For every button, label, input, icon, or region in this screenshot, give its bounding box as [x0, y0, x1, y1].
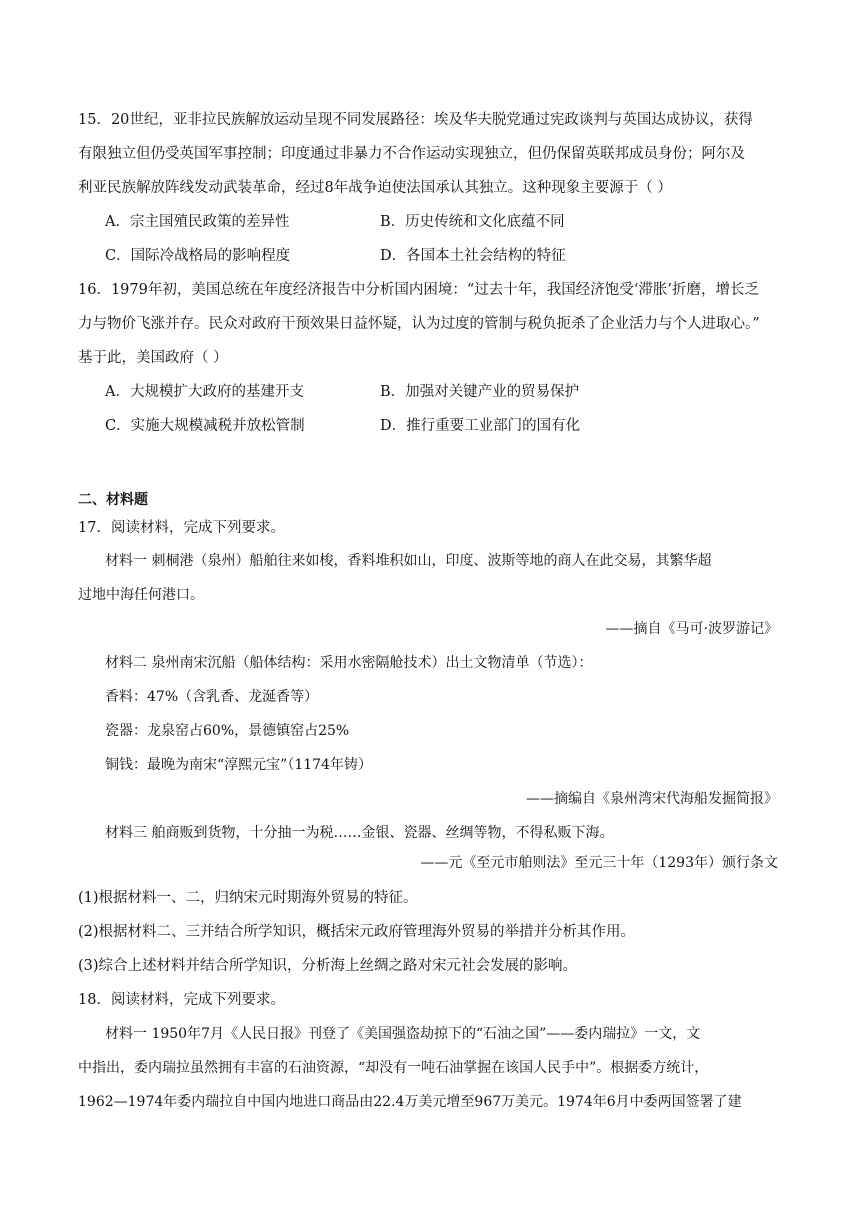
- q15-option-a: A．宗主国殖民政策的差异性: [105, 214, 290, 230]
- q15-option-c: C．国际冷战格局的影响程度: [105, 248, 291, 264]
- q17-material-2-source: ——摘编自《泉州湾宋代海船发掘简报》: [526, 791, 778, 807]
- q17-material-1-line-1: 材料一 刺桐港（泉州）船舶往来如梭，香料堆积如山，印度、波斯等地的商人在此交易，其繁华超: [105, 553, 712, 569]
- q15-stem-line-1: 15．20世纪，亚非拉民族解放运动呈现不同发展路径：埃及华夫脱党通过宪政谈判与英国达成协议，获得: [78, 112, 753, 128]
- q17-material-2-line-1: 材料二 泉州南宋沉船（船体结构：采用水密隔舱技术）出土文物清单（节选）：: [105, 655, 593, 671]
- q16-stem-line-1: 16．1979年初，美国总统在年度经济报告中分析国内困境：“过去十年，我国经济饱受‘滞胀’折磨，增长乏: [78, 282, 759, 298]
- q17-material-3-source: ——元《至元市舶则法》至元三十年（1293年）颁行条文: [420, 855, 778, 871]
- q16-option-c: C．实施大规模减税并放松管制: [105, 418, 305, 434]
- q18-material-1-line-3: 1962—1974年委内瑞拉自中国内地进口商品由22.4万美元增至967万美元。1974年6月中委两国签署了建: [78, 1094, 742, 1110]
- q17-material-1-line-2: 过地中海任何港口。: [78, 587, 204, 603]
- q17-subquestion-1: (1)根据材料一、二，归纳宋元时期海外贸易的特征。: [78, 890, 418, 906]
- q18-stem: 18．阅读材料，完成下列要求。: [78, 992, 285, 1008]
- q17-material-2-item-3: 铜钱：最晚为南宋“淳熙元宝”（1174年铸）: [105, 757, 372, 773]
- q17-material-2-item-2: 瓷器：龙泉窑占60%，景德镇窑占25%: [105, 723, 350, 739]
- q16-stem-line-2: 力与物价飞涨并存。民众对政府干预效果日益怀疑，认为过度的管制与税负扼杀了企业活力与个人进取心。”: [78, 316, 760, 332]
- q16-stem-line-3: 基于此，美国政府（ ）: [78, 350, 228, 366]
- q17-subquestion-2: (2)根据材料二、三并结合所学知识，概括宋元政府管理海外贸易的举措并分析其作用。: [78, 924, 636, 940]
- q16-option-d: D．推行重要工业部门的国有化: [380, 418, 581, 434]
- q16-option-b: B．加强对关键产业的贸易保护: [380, 384, 580, 400]
- q15-stem-line-2: 有限独立但仍受英国军事控制；印度通过非暴力不合作运动实现独立，但仍保留英联邦成员身份；阿尔及: [78, 146, 745, 162]
- q16-option-a: A．大规模扩大政府的基建开支: [105, 384, 304, 400]
- q15-stem-line-3: 利亚民族解放阵线发动武装革命，经过8年战争迫使法国承认其独立。这种现象主要源于（ ）: [78, 180, 672, 196]
- q17-stem: 17．阅读材料，完成下列要求。: [78, 520, 285, 536]
- q15-option-d: D．各国本土社会结构的特征: [380, 248, 566, 264]
- q17-material-1-source: ——摘自《马可·波罗游记》: [605, 621, 778, 637]
- section-heading: 二、材料题: [78, 492, 148, 508]
- q15-option-b: B．历史传统和文化底蕴不同: [380, 214, 565, 230]
- q18-material-1-line-1: 材料一 1950年7月《人民日报》刊登了《美国强盗劫掠下的“石油之国”——委内瑞拉》一文，文: [105, 1026, 701, 1042]
- q18-material-1-line-2: 中指出，委内瑞拉虽然拥有丰富的石油资源，“却没有一吨石油掌握在该国人民手中”。根据委方统计，: [78, 1060, 709, 1076]
- q17-subquestion-3: (3)综合上述材料并结合所学知识，分析海上丝绸之路对宋元社会发展的影响。: [78, 958, 578, 974]
- q17-material-2-item-1: 香料：47%（含乳香、龙涎香等）: [105, 689, 319, 705]
- q17-material-3-line-1: 材料三 舶商贩到货物，十分抽一为税……金银、瓷器、丝绸等物，不得私贩下海。: [105, 825, 614, 841]
